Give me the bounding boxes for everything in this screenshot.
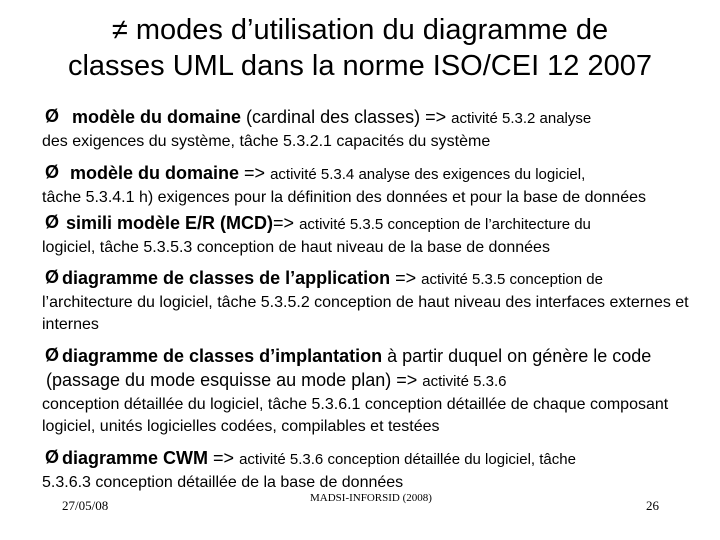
item-mid-text: => — [273, 213, 300, 233]
item-heading-line — [46, 446, 696, 472]
item-heading-wrap — [46, 344, 696, 394]
arrow-bullet-icon: Ø — [45, 212, 60, 232]
item-activity-text: activité 5.3.6 conception détaillée du logiciel, tâche — [239, 451, 576, 468]
item-bold-term: simili modèle E/R (MCD) — [66, 213, 274, 233]
item-bold-term: diagramme de classes d’implantation — [62, 346, 383, 366]
list-item — [42, 105, 696, 153]
item-mid-text: => — [208, 448, 240, 468]
item-heading-line — [46, 266, 696, 292]
list-item — [42, 266, 696, 336]
item-activity-text: activité 5.3.2 analyse — [451, 110, 592, 127]
bullet-list — [42, 105, 696, 494]
item-continuation: conception détaillée du logiciel, tâche 5.3.6.1 conception détaillée de chaque composant logiciel, unités logicielles codées, compilables et testées — [42, 396, 669, 435]
item-activity-text: activité 5.3.6 — [422, 373, 507, 390]
item-bold-term: diagramme de classes de l’application — [62, 268, 391, 288]
slide-title — [0, 12, 720, 84]
item-mid-text: (cardinal des classes) => — [241, 107, 452, 127]
item-continuation: l’architecture du logiciel, tâche 5.3.5.2 conception de haut niveau des interfaces externes et internes — [42, 294, 689, 333]
item-heading-line — [30, 344, 696, 394]
page-number: 26 — [646, 498, 659, 513]
list-item — [42, 446, 696, 494]
title-line-2: classes UML dans la norme ISO/CEI 12 2007 — [67, 50, 653, 82]
item-heading-line — [46, 211, 696, 237]
arrow-bullet-icon: Ø — [45, 447, 60, 467]
item-activity-text: activité 5.3.5 conception de l’architecture du — [299, 216, 591, 233]
item-mid-text: => — [239, 163, 271, 183]
arrow-bullet-icon: Ø — [45, 106, 60, 126]
item-heading-line — [46, 105, 696, 131]
item-continuation: logiciel, tâche 5.3.5.3 conception de haut niveau de la base de données — [42, 239, 550, 256]
arrow-bullet-icon: Ø — [45, 345, 60, 365]
arrow-bullet-icon: Ø — [45, 267, 60, 287]
item-continuation: des exigences du système, tâche 5.3.2.1 capacités du système — [42, 133, 491, 150]
footer-date: 27/05/08 — [62, 498, 109, 513]
item-mid-text: à partir duquel on génère le code (passage du mode esquisse au mode plan) => — [46, 346, 652, 390]
list-item — [42, 211, 696, 259]
item-activity-text: activité 5.3.5 conception de — [421, 271, 603, 288]
item-activity-text: activité 5.3.4 analyse des exigences du logiciel, — [270, 166, 586, 183]
item-continuation: 5.3.6.3 conception détaillée de la base de données — [42, 474, 404, 491]
arrow-bullet-icon: Ø — [45, 162, 60, 182]
list-item — [42, 344, 696, 438]
title-line-1: ≠ modes d’utilisation du diagramme de — [111, 14, 609, 46]
footer-center-text: MADSI-INFORSID (2008) — [310, 492, 432, 504]
item-bold-term: modèle du domaine — [72, 107, 242, 127]
list-item — [42, 161, 696, 209]
item-continuation: tâche 5.3.4.1 h) exigences pour la définition des données et pour la base de données — [42, 189, 646, 206]
item-heading-line — [46, 161, 696, 187]
item-bold-term: modèle du domaine — [70, 163, 240, 183]
item-mid-text: => — [390, 268, 422, 288]
item-bold-term: diagramme CWM — [62, 448, 209, 468]
